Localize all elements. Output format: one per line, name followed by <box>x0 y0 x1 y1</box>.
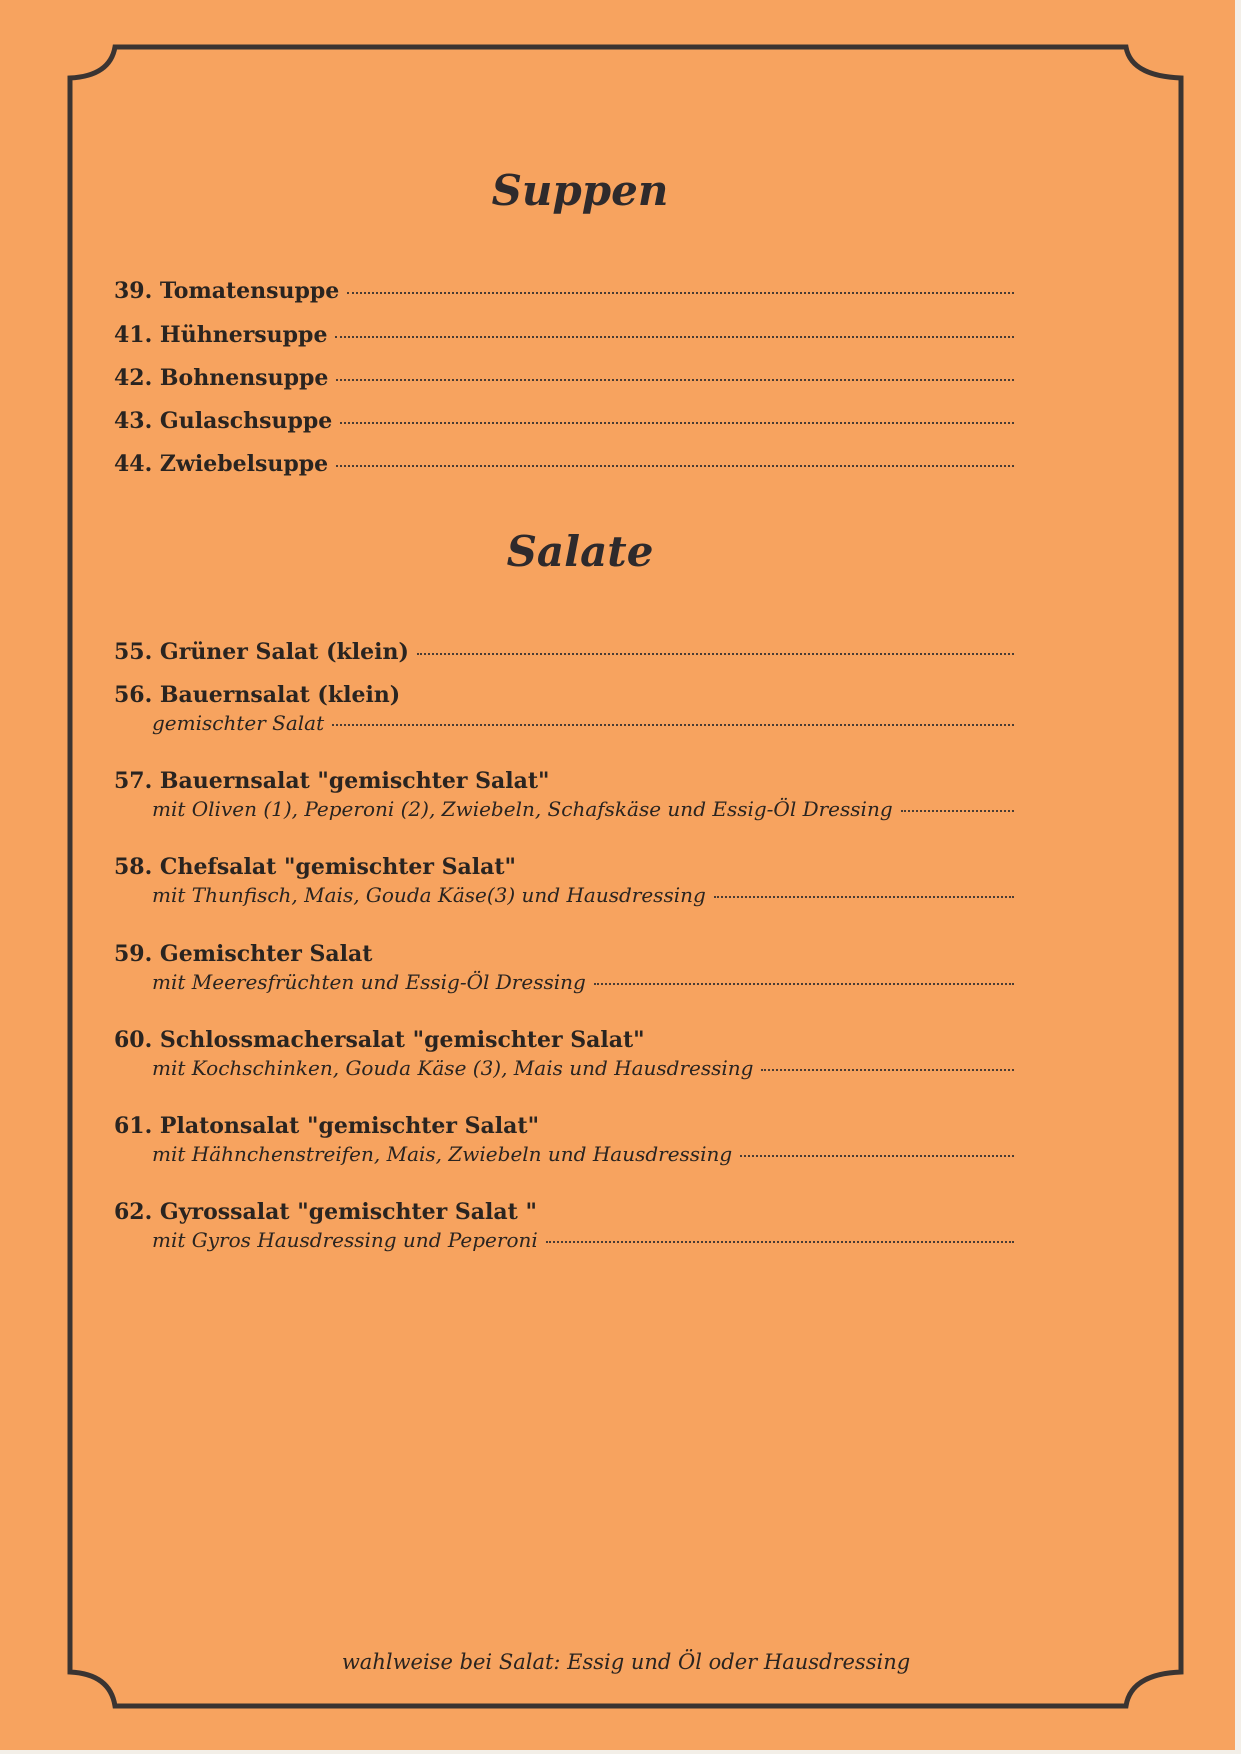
item-description: mit Gyros Hausdressing und Peperoni <box>152 1228 538 1252</box>
menu-item <box>114 767 1014 823</box>
menu-item <box>114 638 1014 666</box>
menu-item <box>114 450 1014 478</box>
dot-leader <box>417 653 1014 655</box>
item-name: 42. Bohnensuppe <box>114 365 329 391</box>
menu-item <box>114 681 1014 737</box>
menu-item <box>114 407 1014 435</box>
dot-leader <box>335 336 1014 338</box>
item-name: 60. Schlossmachersalat "gemischter Salat" <box>114 1027 645 1053</box>
item-name: 41. Hühnersuppe <box>114 322 328 348</box>
menu-item <box>114 1198 1014 1254</box>
item-description: gemischter Salat <box>152 711 325 735</box>
item-description: mit Thunfisch, Mais, Gouda Käse(3) und Hausdressing <box>152 883 706 907</box>
item-name: 55. Grüner Salat (klein) <box>114 639 409 665</box>
menu-item <box>114 1026 1014 1082</box>
dot-leader <box>761 1069 1014 1071</box>
item-description: mit Meeresfrüchten und Essig-Öl Dressing <box>152 970 586 994</box>
dot-leader <box>336 379 1014 381</box>
suppen-title: Suppen <box>491 166 669 215</box>
item-name: 43. Gulaschsuppe <box>114 408 333 434</box>
dot-leader <box>901 810 1014 812</box>
menu-item <box>114 940 1014 996</box>
menu-item <box>114 1112 1014 1168</box>
dot-leader <box>336 465 1014 467</box>
menu-item <box>114 277 1014 305</box>
menu-item <box>114 321 1014 349</box>
dot-leader <box>594 983 1014 985</box>
item-description: mit Oliven (1), Peperoni (2), Zwiebeln, Schafskäse und Essig-Öl Dressing <box>152 797 893 821</box>
item-name: 58. Chefsalat "gemischter Salat" <box>114 854 517 880</box>
item-name: 44. Zwiebelsuppe <box>114 451 329 477</box>
item-name: 57. Bauernsalat "gemischter Salat" <box>114 768 550 794</box>
item-description: mit Hähnchenstreifen, Mais, Zwiebeln und Hausdressing <box>152 1142 733 1166</box>
footnote: wahlweise bei Salat: Essig und Öl oder Hausdressing <box>341 1650 911 1674</box>
item-name: 62. Gyrossalat "gemischter Salat " <box>114 1199 537 1225</box>
menu-item <box>114 364 1014 392</box>
item-name: 61. Platonsalat "gemischter Salat" <box>114 1113 540 1139</box>
dot-leader <box>347 292 1014 294</box>
item-description: mit Kochschinken, Gouda Käse (3), Mais und Hausdressing <box>152 1056 754 1080</box>
salate-title: Salate <box>506 527 654 576</box>
dot-leader <box>340 422 1014 424</box>
dot-leader <box>332 724 1014 726</box>
dot-leader <box>546 1241 1014 1243</box>
item-name: 39. Tomatensuppe <box>114 278 340 304</box>
menu-item <box>114 853 1014 909</box>
dot-leader <box>740 1155 1014 1157</box>
item-name: 59. Gemischter Salat <box>114 941 373 967</box>
dot-leader <box>714 896 1014 898</box>
item-name: 56. Bauernsalat (klein) <box>114 682 401 708</box>
